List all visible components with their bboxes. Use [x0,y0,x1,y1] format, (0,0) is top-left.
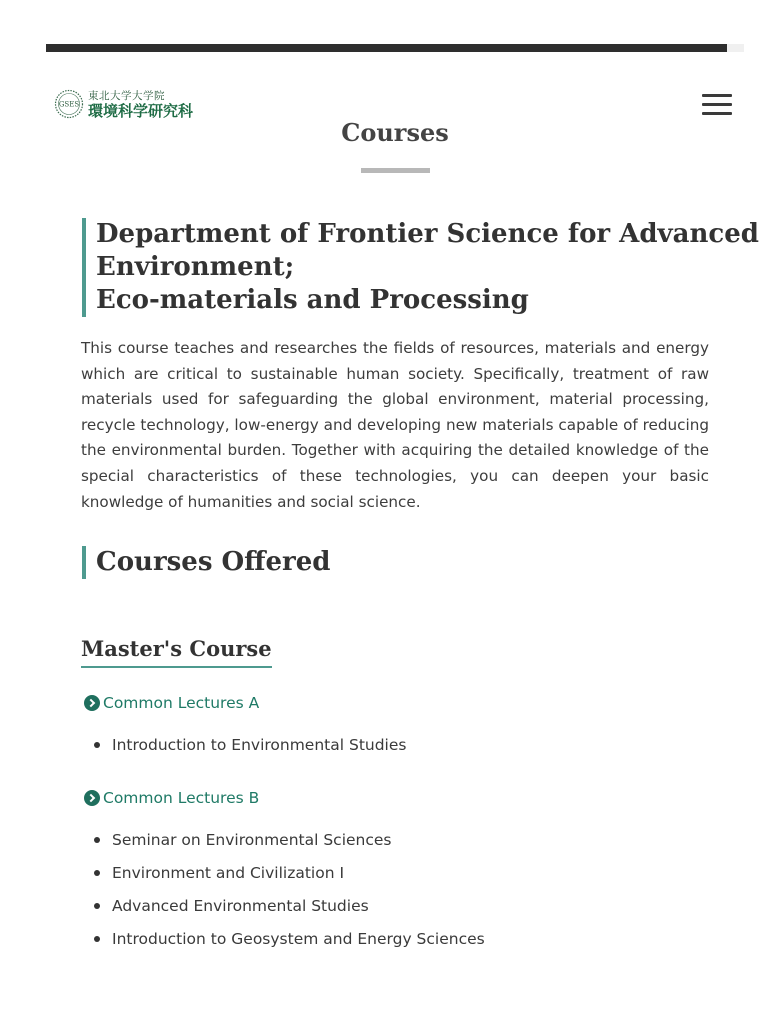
chevron-circle-right-icon [84,790,100,806]
menu-bar-middle [702,103,732,106]
list-item: Advanced Environmental Studies [94,896,485,929]
category-label: Common Lectures A [103,694,260,712]
hamburger-icon[interactable] [700,92,734,118]
title-underline [361,168,430,173]
list-item: Introduction to Environmental Studies [94,735,406,768]
logo-university-name: 東北大学大学院 [88,90,165,102]
scroll-progress-bar [46,44,744,52]
common-lectures-a-link[interactable] [84,694,259,712]
department-heading [82,218,759,317]
site-logo[interactable] [52,86,202,122]
gses-seal-icon [54,89,84,119]
list-item: Environment and Civilization Ⅰ [94,863,485,896]
page-title: Courses [341,118,449,147]
category-label: Common Lectures B [103,789,260,807]
common-lectures-b-link[interactable] [84,789,259,807]
common-lectures-a-list [94,735,406,768]
department-description: This course teaches and researches the fields of resources, materials and energy which are critical to sustainable human society. Specifically, treatment of raw materials used for safeguarding the global environment, material processing, recycle technology, low-energy and developing new materials capable of reducing the environmental burden. Together with acquiring the detailed knowledge of the special characteristics of these technologies, you can deepen your basic knowledge of humanities and social science. [81,339,709,511]
department-heading-line: Environment; [96,252,295,282]
list-item: Introduction to Geosystem and Energy Sciences [94,929,485,962]
department-heading-line: Department of Frontier Science for Advanced [96,219,759,249]
logo-seal-text: GSES [58,100,80,109]
chevron-circle-right-icon [84,695,100,711]
courses-offered-heading: Courses Offered [82,546,330,579]
menu-bar-top [702,94,732,97]
list-item: Seminar on Environmental Sciences [94,830,485,863]
scroll-progress-fill [46,44,727,52]
masters-course-heading: Master's Course [81,636,272,668]
department-heading-line: Eco-materials and Processing [96,285,529,315]
menu-bar-bottom [702,112,732,115]
logo-school-name: 環境科学研究科 [88,102,194,120]
common-lectures-b-list [94,830,485,962]
